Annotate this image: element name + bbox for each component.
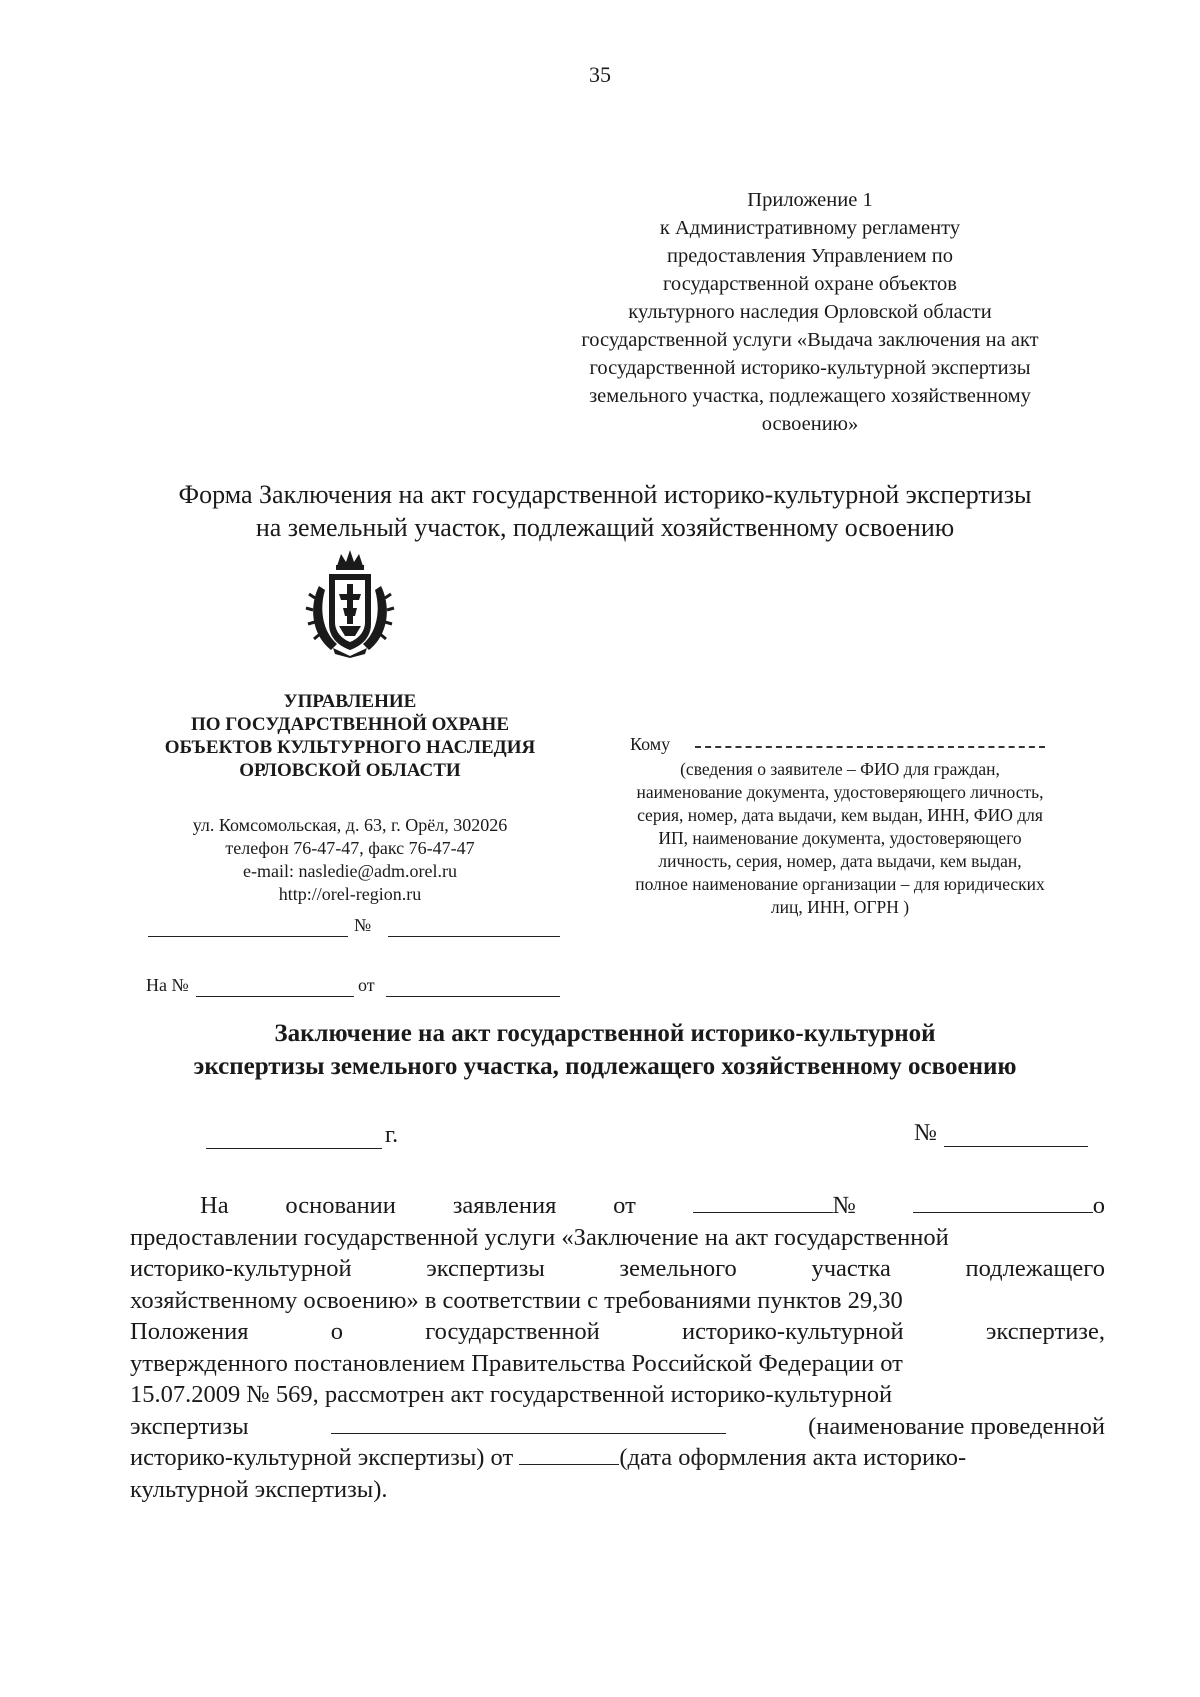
- appendix-line: культурного наследия Орловской области: [628, 301, 992, 323]
- appendix-line: Приложение 1: [747, 189, 873, 211]
- recipient-note: [590, 758, 1090, 919]
- body-line: [130, 1316, 1105, 1348]
- form-title-line: Форма Заключения на акт государственной историко-культурной экспертизы: [178, 480, 1032, 509]
- body-word: подлежащего: [965, 1255, 1105, 1282]
- recipient-note-line: ИП, наименование документа, удостоверяющего: [658, 828, 1022, 848]
- outgoing-number-field[interactable]: [388, 936, 560, 937]
- act-date-group: [130, 1442, 966, 1474]
- body-line: [130, 1474, 1105, 1506]
- conclusion-title: [110, 1017, 1100, 1083]
- sender-organization: [140, 690, 560, 906]
- body-paragraph: [130, 1190, 1105, 1505]
- page-number: 35: [589, 62, 611, 87]
- recipient-note-line: личность, серия, номер, дата выдачи, кем выдан,: [658, 851, 1022, 871]
- body-word: о: [330, 1318, 343, 1345]
- appendix-header: [530, 186, 1090, 438]
- organization-website: http://orel-region.ru: [278, 884, 422, 904]
- body-line: [130, 1190, 1105, 1222]
- recipient-fill-line[interactable]: [695, 746, 1045, 748]
- organization-name: [140, 690, 560, 782]
- in-reply-date-field[interactable]: [386, 996, 560, 997]
- recipient-note-line: лиц, ИНН, ОГРН ): [770, 897, 910, 917]
- body-word: о: [1092, 1192, 1105, 1219]
- organization-name-line: УПРАВЛЕНИЕ: [283, 691, 417, 712]
- application-number-field[interactable]: [913, 1192, 1093, 1213]
- body-word: заявления: [452, 1192, 557, 1219]
- act-date-field[interactable]: [519, 1444, 619, 1465]
- body-word: историко-культурной экспертизы) от: [130, 1444, 514, 1471]
- organization-address: ул. Комсомольская, д. 63, г. Орёл, 302026: [192, 815, 508, 835]
- appendix-line: государственной охране объектов: [663, 273, 957, 295]
- recipient-block: [590, 733, 1090, 919]
- in-reply-number-field[interactable]: [196, 996, 354, 997]
- body-text-line: утвержденного постановлением Правительства Российской Федерации от: [130, 1349, 903, 1377]
- in-reply-to-label: На №: [146, 975, 189, 995]
- conclusion-number-label: №: [914, 1120, 937, 1146]
- appendix-line: предоставления Управлением по: [666, 245, 953, 267]
- recipient-note-line: полное наименование организации – для юридических: [635, 874, 1045, 894]
- body-word: историко-культурной: [130, 1255, 352, 1282]
- body-text-line: хозяйственному освоению» в соответствии с требованиями пунктов 29,30: [130, 1286, 903, 1314]
- body-word: экспертизы: [426, 1255, 545, 1282]
- organization-name-line: ПО ГОСУДАРСТВЕННОЙ ОХРАНЕ: [190, 714, 510, 735]
- body-text-line: 15.07.2009 № 569, рассмотрен акт государственной историко-культурной: [130, 1381, 893, 1408]
- appendix-line: земельного участка, подлежащего хозяйственному: [589, 385, 1031, 407]
- recipient-note-line: серия, номер, дата выдачи, кем выдан, ИНН, ФИО для: [637, 805, 1043, 825]
- application-date-group: [693, 1190, 856, 1222]
- body-line: [130, 1253, 1105, 1285]
- body-word: На: [200, 1192, 229, 1219]
- conclusion-title-line: экспертизы земельного участка, подлежащего хозяйственному освоению: [193, 1053, 1017, 1080]
- body-line: [130, 1411, 1105, 1443]
- organization-name-line: ОРЛОВСКОЙ ОБЛАСТИ: [239, 760, 461, 781]
- in-reply-from-label: от: [358, 975, 375, 995]
- body-word: от: [613, 1192, 636, 1219]
- form-title-line: на земельный участок, подлежащий хозяйственному освоению: [255, 513, 955, 542]
- application-number-group: [913, 1190, 1105, 1222]
- body-line: [130, 1379, 1105, 1411]
- organization-email: e-mail: nasledie@adm.orel.ru: [243, 861, 457, 881]
- year-suffix: г.: [385, 1122, 399, 1148]
- body-word: №: [832, 1192, 856, 1219]
- body-word: (дата оформления акта историко-: [619, 1444, 967, 1471]
- body-line: [130, 1222, 1105, 1254]
- recipient-line: [590, 733, 1090, 755]
- organization-contacts: [140, 814, 560, 906]
- recipient-label: Кому: [630, 734, 671, 754]
- body-text-line: предоставлении государственной услуги «Заключение на акт государственной: [130, 1223, 949, 1251]
- body-word: земельного: [619, 1255, 737, 1282]
- application-date-field[interactable]: [693, 1192, 833, 1213]
- appendix-line: государственной историко-культурной экспертизы: [589, 357, 1031, 379]
- body-word: Положения: [130, 1318, 249, 1345]
- body-word: государственной: [425, 1318, 600, 1345]
- coat-of-arms-icon: [305, 546, 395, 658]
- appendix-line: к Административному регламенту: [659, 217, 961, 239]
- conclusion-date-field[interactable]: [206, 1148, 382, 1149]
- outgoing-number-label: №: [354, 915, 372, 935]
- body-line: [130, 1442, 1105, 1474]
- conclusion-title-line: Заключение на акт государственной историко-культурной: [274, 1020, 936, 1047]
- organization-name-line: ОБЪЕКТОВ КУЛЬТУРНОГО НАСЛЕДИЯ: [164, 737, 536, 758]
- appendix-line: государственной услуги «Выдача заключения на акт: [581, 329, 1039, 351]
- body-text-line: культурной экспертизы).: [130, 1475, 388, 1503]
- organization-phone: телефон 76-47-47, факс 76-47-47: [225, 838, 475, 858]
- form-title: [110, 478, 1100, 544]
- body-word: основании: [285, 1192, 396, 1219]
- recipient-note-line: (сведения о заявителе – ФИО для граждан,: [680, 759, 1000, 779]
- body-word: участка: [811, 1255, 891, 1282]
- outgoing-date-field[interactable]: [148, 936, 348, 937]
- body-line: [130, 1348, 1105, 1380]
- body-line: [130, 1285, 1105, 1317]
- body-word: (наименование проведенной: [808, 1412, 1105, 1440]
- body-word: экспертизе,: [985, 1318, 1105, 1345]
- body-word: историко-культурной: [682, 1318, 904, 1345]
- recipient-note-line: наименование документа, удостоверяющего личность,: [636, 782, 1044, 802]
- conclusion-number-field[interactable]: [944, 1146, 1088, 1147]
- expertise-name-field[interactable]: [331, 1413, 726, 1434]
- appendix-line: освоению»: [761, 413, 859, 435]
- body-word: экспертизы: [130, 1412, 249, 1440]
